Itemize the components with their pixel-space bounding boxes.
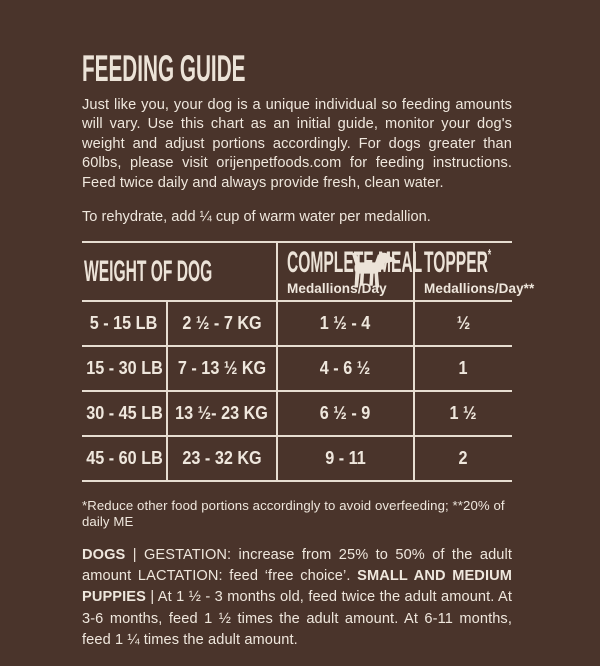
intro-paragraph: Just like you, your dog is a unique individual so feeding amounts will vary. Use this chart as an initial guide, monitor your dog's weight and adjust portions accordingly. For dogs greater than 60lbs, please visit orijenpetfoods.com for feeding instructions. Feed twice daily and always provide fresh, clean water.: [82, 97, 512, 191]
topper-label: TOPPER: [424, 246, 488, 280]
complete-meal-cell: 1 ½ - 4: [277, 301, 414, 346]
header-weight-of-dog: [82, 242, 277, 301]
topper-cell: ½: [414, 301, 512, 346]
weight-kg-cell: 7 - 13 ½ KG: [167, 346, 277, 391]
weight-lb-cell: 30 - 45 LB: [82, 391, 167, 436]
complete-meal-cell: 9 - 11: [277, 436, 414, 481]
weight-kg-cell: 13 ½- 23 KG: [167, 391, 277, 436]
complete-meal-cell: 6 ½ - 9: [277, 391, 414, 436]
separator: |: [125, 546, 144, 563]
topper-cell: 2: [414, 436, 512, 481]
topper-cell: 1: [414, 346, 512, 391]
table-footnote: *Reduce other food portions accordingly to avoid overfeeding; **20% of daily ME: [82, 497, 505, 529]
table-header-row: [82, 242, 512, 301]
puppies-label: SMALL AND MEDIUM PUPPIES: [82, 568, 512, 606]
rehydrate-note: To rehydrate, add ¼ cup of warm water per medallion.: [82, 208, 431, 225]
care-instructions-paragraph: [82, 545, 512, 652]
weight-lb-cell: 15 - 30 LB: [82, 346, 167, 391]
table-row: [82, 301, 512, 346]
feeding-table: [82, 241, 535, 482]
separator: |: [145, 589, 158, 606]
header-topper: [414, 242, 535, 301]
table-row: [82, 436, 512, 481]
complete-meal-sub-label: Medallions/Day: [287, 281, 387, 297]
topper-sub-label: Medallions/Day**: [424, 281, 535, 297]
page-title: FEEDING GUIDE: [82, 48, 246, 89]
table-row: [82, 346, 512, 391]
weight-lb-cell: 45 - 60 LB: [82, 436, 167, 481]
topper-asterisk: *: [487, 247, 492, 265]
complete-meal-label: COMPLETE MEAL: [287, 246, 423, 280]
topper-cell: 1 ½: [414, 391, 512, 436]
weight-of-dog-label: WEIGHT OF DOG: [84, 255, 213, 289]
dogs-label: DOGS: [82, 546, 126, 563]
complete-meal-cell: 4 - 6 ½: [277, 346, 414, 391]
weight-lb-cell: 5 - 15 LB: [82, 301, 167, 346]
feeding-guide-panel: [82, 0, 535, 666]
weight-kg-cell: 23 - 32 KG: [167, 436, 277, 481]
table-row: [82, 391, 512, 436]
puppies-text: At 1 ½ - 3 months old, feed twice the adult amount. At 3-6 months, feed 1 ½ times the adult amount. At 6-11 months, feed 1 ¼ times the adult amount.: [82, 589, 512, 649]
gestation-lactation-text: GESTATION: increase from 25% to 50% of the adult amount LACTATION: feed ‘free choice’.: [82, 546, 513, 585]
weight-kg-cell: 2 ½ - 7 KG: [167, 301, 277, 346]
